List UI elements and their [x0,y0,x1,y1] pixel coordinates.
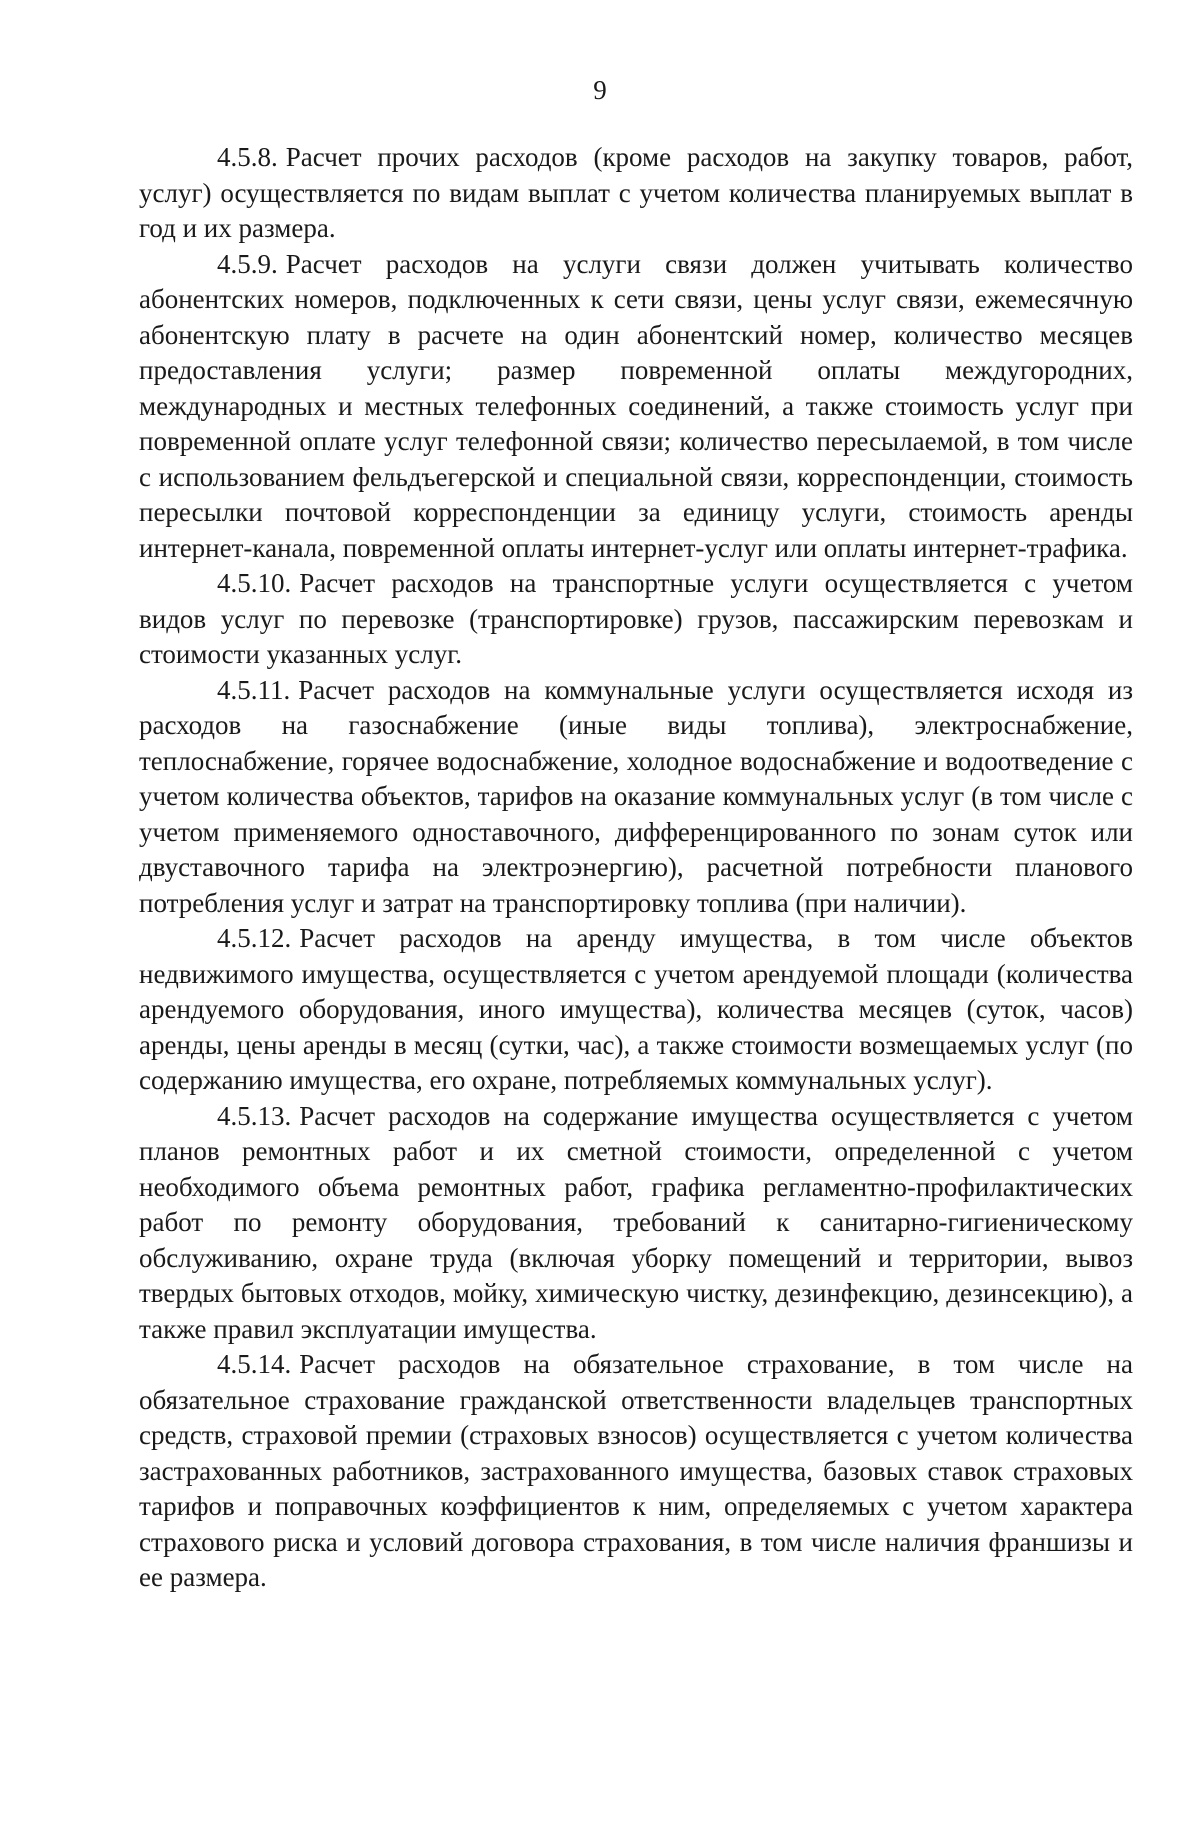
paragraph-4-5-12 [139,921,1133,1099]
paragraph-4-5-13 [139,1099,1133,1348]
page-number: 9 [593,75,607,105]
document-body [139,140,1133,1596]
paragraph-text: Расчет расходов на транспортные услуги осуществляется с учетом видов услуг по перевозке (транспортировке) грузов, пассажирским перевозкам и стоимости указанных услуг. [139,568,1133,669]
paragraph-number: 4.5.8. [217,142,278,172]
paragraph-number: 4.5.14. [217,1349,292,1379]
paragraph-text: Расчет расходов на услуги связи должен учитывать количество абонентских номеров, подключенных к сети связи, цены услуг связи, ежемесячную абонентскую плату в расчете на один абонентский номер, количество месяцев предоставления услуги; размер повременной оплаты междугородних, международных и местных телефонных соединений, а также стоимость услуг при повременной оплате услуг телефонной связи; количество пересылаемой, в том числе с использованием фельдъегерской и специальной связи, корреспонденции, стоимость пересылки почтовой корреспонденции за единицу услуги, стоимость аренды интернет-канала, повременной оплаты интернет-услуг или оплаты интернет-трафика. [139,248,1133,563]
paragraph-text: Расчет расходов на содержание имущества осуществляется с учетом планов ремонтных работ и их сметной стоимости, определенной с учетом необходимого объема ремонтных работ, графика регламентно-профилактических работ по ремонту оборудования, требований к санитарно-гигиеническому обслуживанию, охране труда (включая уборку помещений и территории, вывоз твердых бытовых отходов, мойку, химическую чистку, дезинфекцию, дезинсекцию), а также правил эксплуатации имущества. [139,1100,1133,1344]
paragraph-4-5-14 [139,1347,1133,1596]
paragraph-number: 4.5.11. [217,674,291,705]
paragraph-4-5-10 [139,566,1133,673]
paragraph-number: 4.5.9. [217,248,278,279]
paragraph-number: 4.5.13. [217,1100,292,1131]
paragraph-4-5-11 [139,673,1133,922]
paragraph-text: Расчет расходов на аренду имущества, в том числе объектов недвижимого имущества, осуществляется с учетом арендуемой площади (количества арендуемого оборудования, иного имущества), количества месяцев (суток, часов) аренды, цены аренды в месяц (сутки, час), а также стоимости возмещаемых услуг (по содержанию имущества, его охране, потребляемых коммунальных услуг). [139,923,1133,1095]
paragraph-text: Расчет расходов на обязательное страхование, в том числе на обязательное страхование гражданской ответственности владельцев транспортных средств, страховой премии (страховых взносов) осуществляется с учетом количества застрахованных работников, застрахованного имущества, базовых ставок страховых тарифов и поправочных коэффициентов к ним, определяемых с учетом характера страхового риска и условий договора страхования, в том числе наличия франшизы и ее размера. [139,1349,1133,1592]
paragraph-number: 4.5.10. [217,568,292,598]
paragraph-text: Расчет прочих расходов (кроме расходов на закупку товаров, работ, услуг) осуществляется по видам выплат с учетом количества планируемых выплат в год и их размера. [139,142,1133,243]
paragraph-text: Расчет расходов на коммунальные услуги осуществляется исходя из расходов на газоснабжение (иные виды топлива), электроснабжение, теплоснабжение, горячее водоснабжение, холодное водоснабжение и водоотведение с учетом количества объектов, тарифов на оказание коммунальных услуг (в том числе с учетом применяемого одноставочного, дифференцированного по зонам суток или двуставочного тарифа на электроэнергию), расчетной потребности планового потребления услуг и затрат на транспортировку топлива (при наличии). [139,674,1133,918]
paragraph-4-5-9 [139,247,1133,567]
paragraph-4-5-8 [139,140,1133,247]
paragraph-number: 4.5.12. [217,923,292,953]
